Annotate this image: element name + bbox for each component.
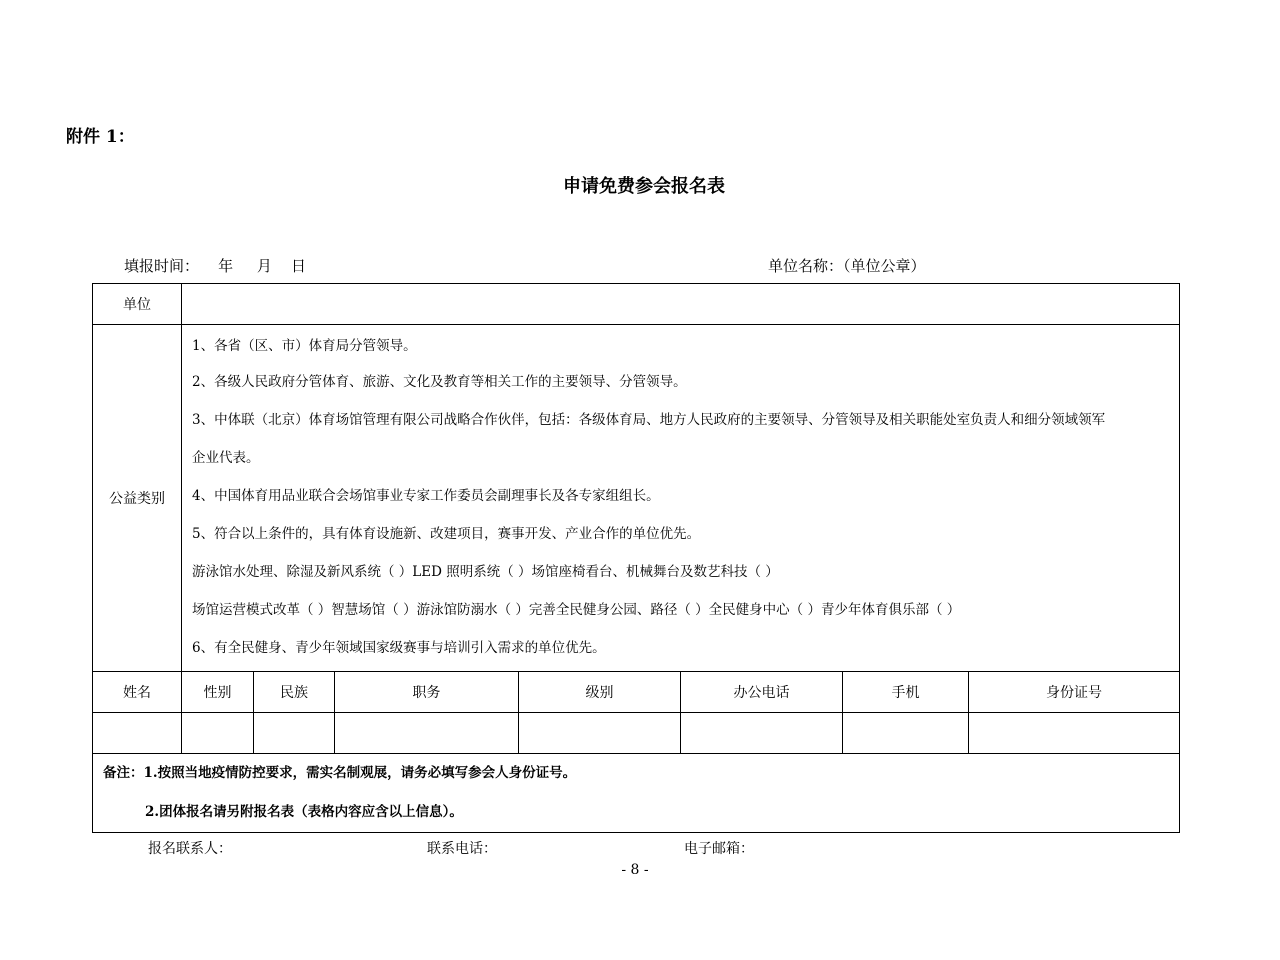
header-office-phone: 办公电话	[681, 672, 843, 713]
header-gender: 性别	[182, 672, 254, 713]
ethnicity-field[interactable]	[254, 713, 335, 754]
note-line: 备注：1.按照当地疫情防控要求，需实名制观展，请务必填写参会人身份证号。	[103, 765, 577, 781]
form-title: 申请免费参会报名表	[563, 176, 725, 197]
id-number-field[interactable]	[969, 713, 1180, 754]
unit-label: 单位	[93, 284, 182, 325]
header-ethnicity: 民族	[254, 672, 335, 713]
header-mobile: 手机	[843, 672, 969, 713]
category-option-line[interactable]: 场馆运营模式改革（ ）智慧场馆（ ）游泳馆防溺水（ ）完善全民健身公园、路径（ ）全民健身中心（ ）青少年体育俱乐部（ ）	[192, 602, 961, 618]
fill-time-line: 填报时间： 年 月 日	[124, 257, 306, 275]
category-label: 公益类别	[93, 325, 182, 672]
header-id-number: 身份证号	[969, 672, 1180, 713]
page-number: - 8 -	[621, 862, 649, 878]
contact-person-label: 报名联系人：	[148, 841, 232, 857]
office-phone-field[interactable]	[681, 713, 843, 754]
header-position: 职务	[335, 672, 519, 713]
category-line: 企业代表。	[192, 450, 260, 466]
unit-name-line: 单位名称：（单位公章）	[768, 257, 926, 275]
notes-cell	[93, 754, 1180, 833]
category-line: 1、各省（区、市）体育局分管领导。	[192, 338, 417, 354]
contact-phone-label: 联系电话：	[427, 841, 497, 857]
category-option-line[interactable]: 游泳馆水处理、除湿及新风系统（ ）LED 照明系统（ ）场馆座椅看台、机械舞台及数艺科技（ ）	[192, 564, 779, 580]
category-line: 6、有全民健身、青少年领域国家级赛事与培训引入需求的单位优先。	[192, 640, 606, 656]
note-line: 2.团体报名请另附报名表（表格内容应含以上信息）。	[145, 804, 463, 820]
category-line: 3、中体联（北京）体育场馆管理有限公司战略合作伙伴，包括：各级体育局、地方人民政府的主要领导、分管领导及相关职能处室负责人和细分领域领军	[192, 412, 1106, 428]
category-line: 5、符合以上条件的，具有体育设施新、改建项目，赛事开发、产业合作的单位优先。	[192, 526, 701, 542]
unit-value-field[interactable]	[182, 284, 1180, 325]
header-name: 姓名	[93, 672, 182, 713]
level-field[interactable]	[519, 713, 681, 754]
category-line: 4、中国体育用品业联合会场馆事业专家工作委员会副理事长及各专家组组长。	[192, 488, 660, 504]
registration-table	[92, 283, 1180, 833]
position-field[interactable]	[335, 713, 519, 754]
header-level: 级别	[519, 672, 681, 713]
attendee-input-row	[93, 713, 1180, 754]
contact-email-label: 电子邮箱：	[684, 841, 754, 857]
attendee-header-row	[93, 672, 1180, 713]
category-line: 2、各级人民政府分管体育、旅游、文化及教育等相关工作的主要领导、分管领导。	[192, 374, 687, 390]
category-content	[182, 325, 1180, 672]
mobile-field[interactable]	[843, 713, 969, 754]
name-field[interactable]	[93, 713, 182, 754]
gender-field[interactable]	[182, 713, 254, 754]
attachment-label: 附件 1：	[66, 127, 135, 147]
